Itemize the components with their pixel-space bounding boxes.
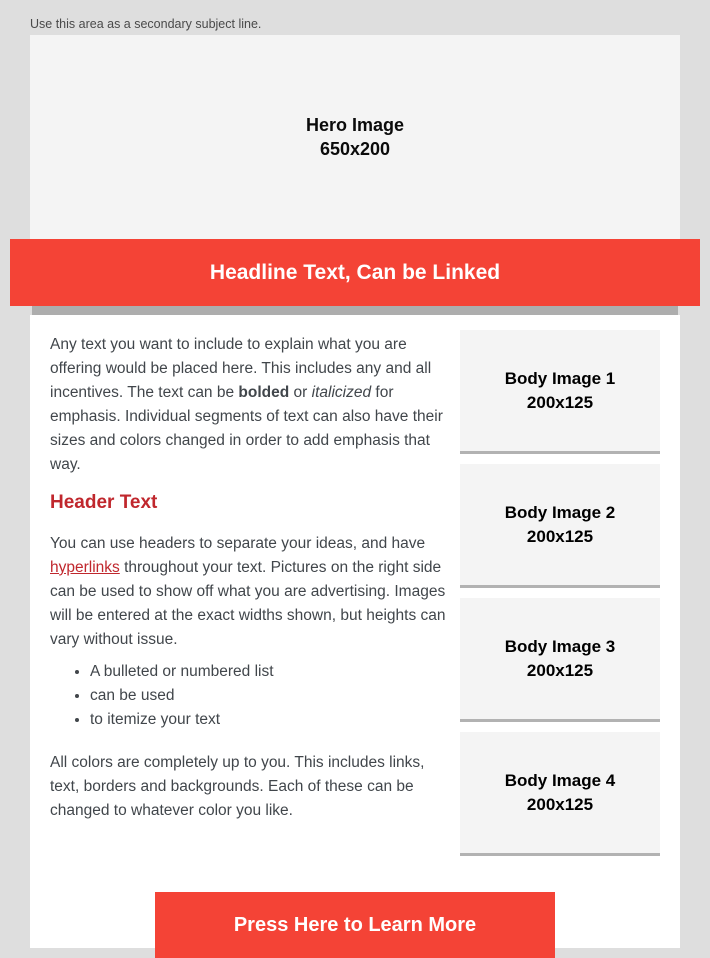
bullet-item: • A bulleted or numbered list bbox=[90, 660, 448, 684]
body-image-size: 200x125 bbox=[526, 660, 594, 680]
bullet-list bbox=[50, 660, 448, 732]
email-body-container bbox=[30, 315, 680, 948]
intro-text-pre: Any text you want to include to explain what you are offering would be placed here. This includes any and all incentives. The text can be bbox=[50, 336, 432, 401]
body-paragraph bbox=[50, 532, 448, 652]
body-image-placeholder-3 bbox=[460, 598, 660, 722]
headline-text: Headline Text, Can be Linked bbox=[209, 260, 501, 284]
headline-banner-link[interactable] bbox=[10, 239, 700, 306]
bullet-item: • can be used bbox=[90, 684, 448, 708]
section-header: Header Text bbox=[50, 492, 158, 513]
secondary-subject-line: Use this area as a secondary subject line. bbox=[30, 17, 262, 31]
hero-image-size: 650x200 bbox=[319, 139, 391, 159]
hero-image-title: Hero Image bbox=[305, 115, 405, 135]
body-image-size: 200x125 bbox=[526, 526, 594, 546]
body-text-post: throughout your text. Pictures on the right side can be used to show off what you are advertising. Images will be entered at the exact widths shown, but heights can vary without issue. bbox=[50, 559, 446, 648]
intro-text-between: or bbox=[289, 384, 312, 401]
body-text-pre: You can use headers to separate your ideas, and have bbox=[50, 535, 426, 552]
italicized-text: italicized bbox=[311, 384, 372, 401]
hyperlinks-link[interactable]: hyperlinks bbox=[50, 559, 120, 576]
body-image-placeholder-2 bbox=[460, 464, 660, 588]
learn-more-button[interactable] bbox=[155, 892, 555, 958]
body-image-placeholder-1 bbox=[460, 330, 660, 454]
body-image-column bbox=[460, 330, 660, 856]
body-image-title: Body Image 2 bbox=[504, 502, 616, 522]
body-image-size: 200x125 bbox=[526, 392, 594, 412]
bolded-text: bolded bbox=[238, 384, 290, 401]
learn-more-button-label: Press Here to Learn More bbox=[233, 913, 477, 936]
outro-paragraph: All colors are completely up to you. This includes links, text, borders and backgrounds. Each of these can be changed to whatever color you like. bbox=[50, 754, 425, 819]
intro-text-post: for emphasis. Individual segments of text can also have their sizes and colors changed in order to add emphasis that way. bbox=[50, 384, 443, 473]
body-text-column bbox=[50, 325, 448, 823]
body-image-title: Body Image 3 bbox=[504, 636, 616, 656]
body-image-title: Body Image 4 bbox=[504, 770, 616, 790]
body-image-title: Body Image 1 bbox=[504, 368, 616, 388]
intro-paragraph bbox=[50, 333, 448, 477]
bullet-item: • to itemize your text bbox=[90, 708, 448, 732]
hero-image-placeholder bbox=[30, 35, 680, 239]
body-image-size: 200x125 bbox=[526, 794, 594, 814]
body-image-placeholder-4 bbox=[460, 732, 660, 856]
